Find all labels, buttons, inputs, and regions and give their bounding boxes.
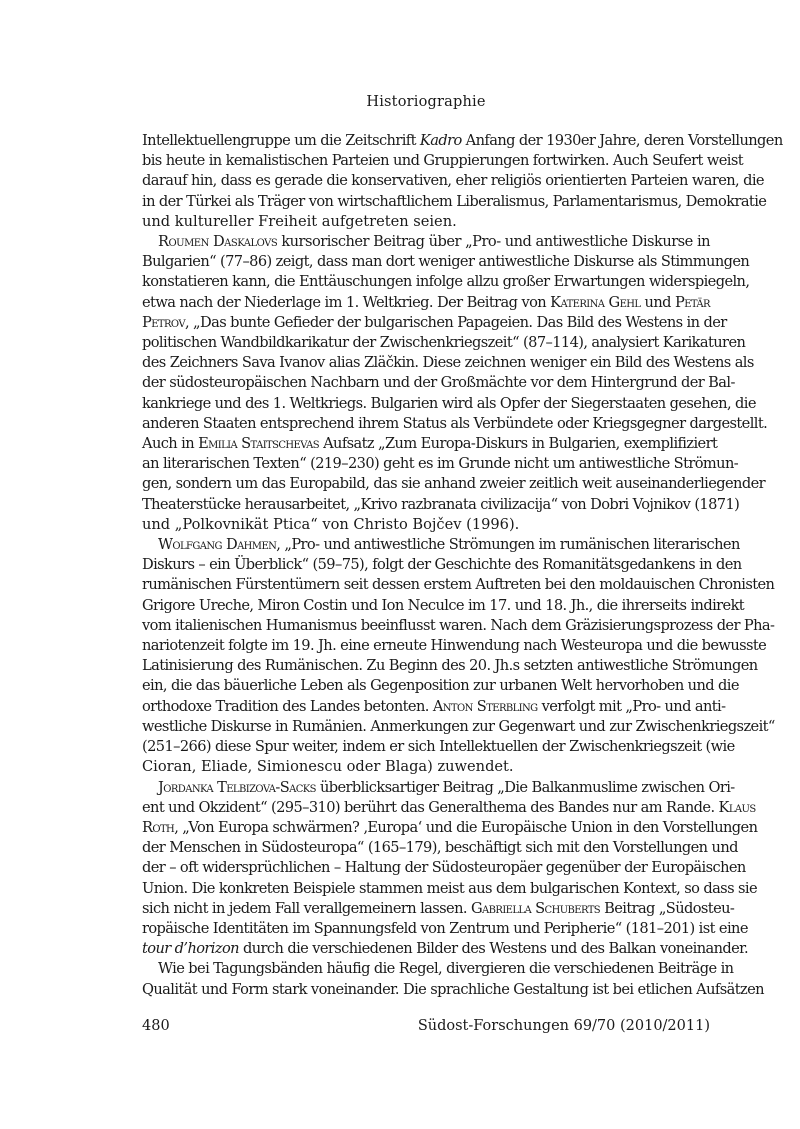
- text-line: [142, 394, 756, 414]
- text-line: [142, 272, 750, 292]
- text-segment: kankriege und des 1. Weltkriegs. Bulgarien wird als Opfer der Siegerstaaten gesehen, die: [142, 394, 756, 412]
- text-segment: , „Pro- und antiwestliche Strömungen im rumänischen literarischen: [276, 536, 740, 554]
- text-line: [142, 939, 748, 959]
- text-segment: des Zeichners Sava Ivanov alias Zläčkin. Diese zeichnen weniger ein Bild des Westens als: [142, 354, 754, 372]
- text-segment: Wie bei Tagungsbänden häufig die Regel, divergieren die verschiedenen Beiträge in: [158, 960, 734, 978]
- text-line: [142, 919, 748, 939]
- text-segment: bis heute in kemalistischen Parteien und Gruppierungen fortwirken. Auch Seufert weist: [142, 152, 743, 170]
- text-line: [142, 798, 756, 818]
- text-segment: der südosteuropäischen Nachbarn und der Großmächte vor dem Hintergrund der Bal-: [142, 374, 735, 392]
- text-line: [142, 555, 742, 575]
- text-segment: orthodoxe Tradition des Landes betonten.: [142, 697, 433, 715]
- text-segment: Latinisierung des Rumänischen. Zu Beginn des 20. Jh.s setzten antiwestliche Strömungen: [142, 657, 758, 675]
- text-line: [142, 717, 775, 737]
- text-segment: Qualität und Form stark voneinander. Die sprachliche Gestaltung ist bei etlichen Aufsätzen: [142, 980, 764, 998]
- text-segment: Beitrag „Südosteu-: [600, 899, 735, 917]
- text-segment: , „Das bunte Gefieder der bulgarischen Papageien. Das Bild des Westens in der: [184, 313, 727, 331]
- text-segment: Intellektuellengruppe um die Zeitschrift: [142, 132, 420, 149]
- journal-citation: Südost-Forschungen 69/70 (2010/2011): [417, 1018, 710, 1034]
- author-name: Klaus: [718, 798, 756, 816]
- text-segment: Grigore Ureche, Miron Costin und Ion Neculce im 17. und 18. Jh., die ihrerseits indirekt: [142, 596, 745, 614]
- text-segment: Cioran, Eliade, Simionescu oder Blaga) zuwendet.: [142, 758, 514, 776]
- text-segment: Auch in: [142, 435, 199, 453]
- text-line: [142, 293, 710, 313]
- text-segment: nariotenzeit folgte im 19. Jh. eine erneute Hinwendung nach Westeuropa und die bewusste: [142, 637, 767, 655]
- text-line: [142, 474, 765, 494]
- text-line: [142, 757, 710, 777]
- text-segment: sich nicht in jedem Fall verallgemeinern lassen.: [142, 899, 471, 917]
- author-name: Gabriella Schuberts: [470, 899, 601, 917]
- text-line: [142, 697, 726, 717]
- author-name: Katerina Gehl: [550, 293, 641, 311]
- text-segment: in der Türkei als Träger von wirtschaftlichem Liberalismus, Parlamentarismus, Demokratie: [142, 192, 767, 210]
- text-line: [142, 899, 735, 919]
- text-segment: verfolgt mit „Pro- und anti-: [537, 697, 726, 715]
- text-line: [142, 171, 764, 191]
- text-line: [142, 980, 764, 1000]
- text-segment: Union. Die konkreten Beispiele stammen meist aus dem bulgarischen Kontext, so dass sie: [142, 879, 757, 897]
- text-segment: politischen Wandbildkarikatur der Zwischenkriegszeit“ (87–114), analysiert Karikaturen: [142, 334, 746, 352]
- text-segment: an literarischen Texten“ (219–230) geht es im Grunde nicht um antiwestliche Strömun-: [142, 455, 739, 473]
- text-line: [142, 858, 746, 878]
- text-line: [142, 515, 710, 535]
- text-segment: gen, sondern um das Europabild, das sie anhand zweier zeitlich weit auseinanderliegender: [142, 475, 765, 493]
- page-number: 480: [142, 1018, 170, 1034]
- text-segment: rumänischen Fürstentümern seit dessen erstem Auftreten bei den moldauischen Chronisten: [142, 576, 775, 594]
- text-line: [142, 818, 758, 838]
- text-line: [142, 151, 743, 171]
- body-text: [142, 131, 783, 1000]
- author-name: Petär: [674, 293, 710, 311]
- text-segment: Diskurs – ein Überblick“ (59–75), folgt der Geschichte des Romanitätsgedankens in den: [142, 556, 742, 574]
- text-segment: überblicksartiger Beitrag „Die Balkanmuslime zwischen Ori-: [315, 778, 735, 796]
- text-segment: darauf hin, dass es gerade die konservativen, eher religiös orientierten Parteien waren, die: [142, 172, 764, 190]
- text-segment: Bulgarien“ (77–86) zeigt, dass man dort weniger antiwestliche Diskurse als Stimmungen: [142, 253, 750, 271]
- text-segment: etwa nach der Niederlage im 1. Weltkrieg. Der Beitrag von: [142, 293, 551, 311]
- text-line: [142, 495, 740, 515]
- text-line: [142, 737, 735, 757]
- text-line: [142, 778, 735, 798]
- text-line: [142, 232, 710, 252]
- text-segment: und kultureller Freiheit aufgetreten seien.: [142, 212, 457, 230]
- text-line: [142, 192, 767, 212]
- text-line: [142, 575, 775, 595]
- text-line: [142, 676, 739, 696]
- text-line: [142, 959, 734, 979]
- text-segment: konstatieren kann, die Enttäuschungen infolge allzu großer Erwartungen widerspiegeln,: [142, 273, 750, 291]
- text-line: [142, 313, 727, 333]
- text-segment: (251–266) diese Spur weiter, indem er sich Intellektuellen der Zwischenkriegszeit (wie: [142, 738, 735, 756]
- text-line: [142, 353, 754, 373]
- text-line: [142, 596, 745, 616]
- text-line: [142, 333, 746, 353]
- text-line: [142, 636, 767, 656]
- text-line: [142, 879, 757, 899]
- text-line: [142, 838, 738, 858]
- text-line: [142, 535, 740, 555]
- text-line: [142, 212, 710, 232]
- italic-text: Kadro: [419, 132, 462, 149]
- text-segment: ropäische Identitäten im Spannungsfeld von Zentrum und Peripherie“ (181–201) ist eine: [142, 919, 748, 937]
- text-segment: und: [640, 293, 675, 311]
- text-segment: westliche Diskurse in Rumänien. Anmerkungen zur Gegenwart und zur Zwischenkriegszeit“: [142, 717, 775, 735]
- text-line: [142, 131, 783, 151]
- text-segment: vom italienischen Humanismus beeinflusst waren. Nach dem Gräzisierungsprozess der Pha-: [142, 616, 775, 634]
- author-name: Roumen Daskalovs: [158, 233, 278, 251]
- text-line: [142, 414, 768, 434]
- author-name: Wolfgang Dahmen: [158, 536, 277, 554]
- text-segment: durch die verschiedenen Bilder des Westens und des Balkan voneinander.: [238, 940, 748, 958]
- text-segment: der – oft widersprüchlichen – Haltung der Südosteuropäer gegenüber der Europäischen: [142, 859, 746, 877]
- text-line: [142, 252, 750, 272]
- running-title: Historiographie: [366, 94, 486, 110]
- text-segment: kursorischer Beitrag über „Pro- und antiwestliche Diskurse in: [277, 233, 710, 251]
- text-segment: anderen Staaten entsprechend ihrem Status als Verbündete oder Kriegsgegner dargestellt.: [142, 414, 768, 432]
- text-segment: der Menschen in Südosteuropa“ (165–179), beschäftigt sich mit den Vorstellungen und: [142, 839, 738, 857]
- author-name: Emilia Staitschevas: [198, 435, 320, 453]
- text-segment: ein, die das bäuerliche Leben als Gegenposition zur urbanen Welt hervorhoben und die: [142, 677, 739, 695]
- author-name: Anton Sterbling: [432, 697, 538, 715]
- text-segment: ent und Okzident“ (295–310) berührt das Generalthema des Bandes nur am Rande.: [142, 798, 719, 816]
- text-segment: , „Von Europa schwärmen? ‚Europa‘ und die Europäische Union in den Vorstellungen: [174, 818, 758, 836]
- author-name: Roth: [142, 818, 175, 836]
- text-line: [142, 454, 739, 474]
- text-segment: Anfang der 1930er Jahre, deren Vorstellungen: [461, 132, 783, 149]
- text-segment: Theaterstücke herausarbeitet, „Krivo razbranata civilizacija“ von Dobri Vojnikov (1871): [142, 495, 740, 513]
- text-segment: Aufsatz „Zum Europa-Diskurs in Bulgarien, exemplifiziert: [319, 435, 718, 453]
- text-line: [142, 434, 718, 454]
- text-line: [142, 373, 735, 393]
- text-line: [142, 616, 775, 636]
- author-name: Jordanka Telbizova-Sacks: [158, 778, 316, 796]
- text-segment: und „Polkovnikät Ptica“ von Christo Bojčev (1996).: [142, 515, 520, 533]
- author-name: Petrov: [142, 313, 185, 331]
- italic-text: tour d’horizon: [142, 940, 239, 958]
- text-line: [142, 656, 758, 676]
